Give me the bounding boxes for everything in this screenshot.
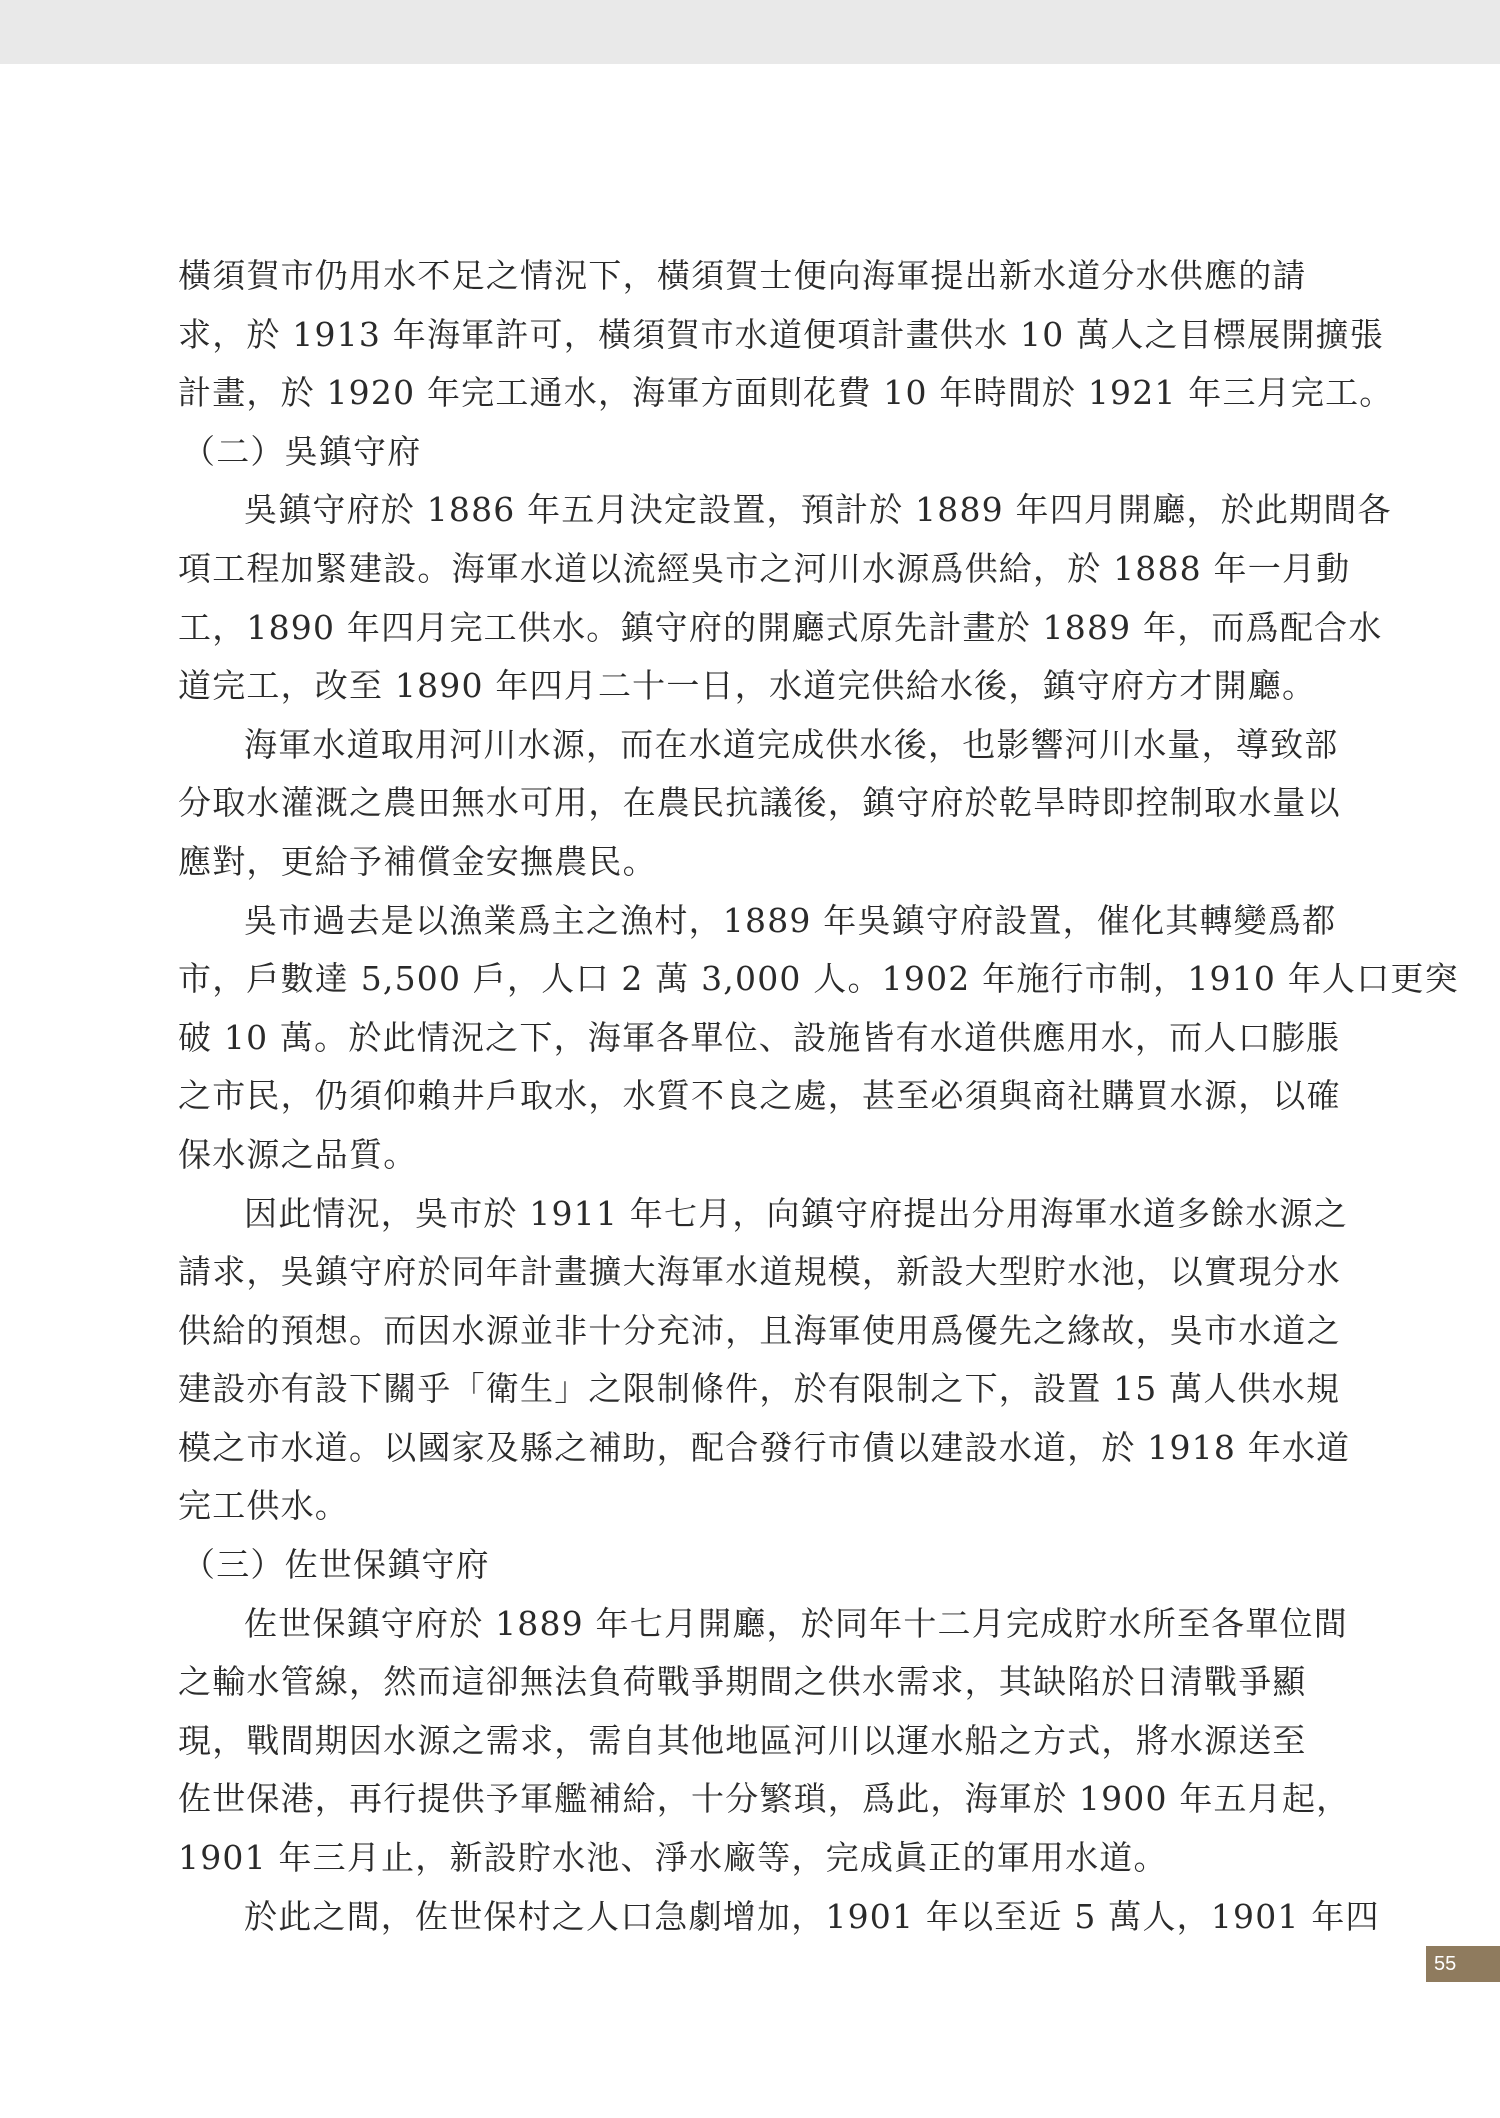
text-line: 之市民，仍須仰賴井戶取水，水質不良之處，甚至必須與商社購買水源，以確 — [178, 1076, 1341, 1116]
text-line: 供給的預想。而因水源並非十分充沛，且海軍使用爲優先之緣故，吳市水道之 — [178, 1310, 1341, 1350]
text-line: 求，於 1913 年海軍許可，橫須賀市水道便項計畫供水 10 萬人之目標展開擴張 — [178, 314, 1384, 354]
text-line: 因此情況，吳市於 1911 年七月，向鎮守府提出分用海軍水道多餘水源之 — [244, 1193, 1348, 1233]
text-line: 完工供水。 — [178, 1486, 349, 1526]
text-line: 吳市過去是以漁業爲主之漁村，1889 年吳鎮守府設置，催化其轉變爲都 — [244, 900, 1337, 940]
text-line: 市，戶數達 5,500 戶，人口 2 萬 3,000 人。1902 年施行市制，1910 年人口更突 — [178, 959, 1459, 999]
text-line: 橫須賀市仍用水不足之情況下，橫須賀士便向海軍提出新水道分水供應的請 — [178, 256, 1307, 295]
text-line: 之輸水管線，然而這卻無法負荷戰爭期間之供水需求，其缺陷於日清戰爭顯 — [178, 1662, 1307, 1702]
text-line: 保水源之品質。 — [178, 1134, 418, 1174]
text-line: 佐世保港，再行提供予軍艦補給，十分繁瑣，爲此，海軍於 1900 年五月起， — [178, 1779, 1351, 1819]
text-line: 吳鎮守府於 1886 年五月決定設置，預計於 1889 年四月開廳，於此期間各 — [244, 490, 1392, 530]
text-line: 道完工，改至 1890 年四月二十一日，水道完供給水後，鎮守府方才開廳。 — [178, 666, 1317, 706]
page-number: 55 — [1426, 1946, 1500, 1982]
text-line: 建設亦有設下關乎「衛生」之限制條件，於有限制之下，設置 15 萬人供水規 — [178, 1369, 1341, 1409]
text-line: 現，戰間期因水源之需求，需自其他地區河川以運水船之方式，將水源送至 — [178, 1720, 1307, 1760]
text-line: 1901 年三月止，新設貯水池、淨水廠等，完成眞正的軍用水道。 — [178, 1838, 1168, 1878]
text-line: 破 10 萬。於此情況之下，海軍各單位、設施皆有水道供應用水，而人口膨脹 — [178, 1017, 1341, 1057]
text-line: 模之市水道。以國家及縣之補助，配合發行市債以建設水道，於 1918 年水道 — [178, 1427, 1351, 1467]
section-heading: （三）佐世保鎮守府 — [182, 1545, 490, 1585]
text-line: 計畫，於 1920 年完工通水，海軍方面則花費 10 年時間於 1921 年三月完工。 — [178, 373, 1394, 413]
text-line: 佐世保鎮守府於 1889 年七月開廳，於同年十二月完成貯水所至各單位間 — [244, 1603, 1348, 1643]
section-heading: （二）吳鎮守府 — [182, 431, 422, 471]
text-line: 工，1890 年四月完工供水。鎮守府的開廳式原先計畫於 1889 年，而爲配合水 — [178, 607, 1383, 647]
text-line: 分取水灌溉之農田無水可用，在農民抗議後，鎮守府於乾旱時即控制取水量以 — [178, 783, 1341, 823]
scan-top-band — [0, 0, 1500, 64]
text-line: 請求，吳鎮守府於同年計畫擴大海軍水道規模，新設大型貯水池，以實現分水 — [178, 1252, 1341, 1292]
text-line: 項工程加緊建設。海軍水道以流經吳市之河川水源爲供給，於 1888 年一月動 — [178, 548, 1351, 588]
text-line: 於此之間，佐世保村之人口急劇增加，1901 年以至近 5 萬人，1901 年四 — [244, 1896, 1380, 1936]
body-text — [178, 247, 1459, 1946]
text-line: 應對，更給予補償金安撫農民。 — [178, 841, 657, 881]
text-line: 海軍水道取用河川水源，而在水道完成供水後，也影響河川水量，導致部 — [244, 724, 1339, 764]
